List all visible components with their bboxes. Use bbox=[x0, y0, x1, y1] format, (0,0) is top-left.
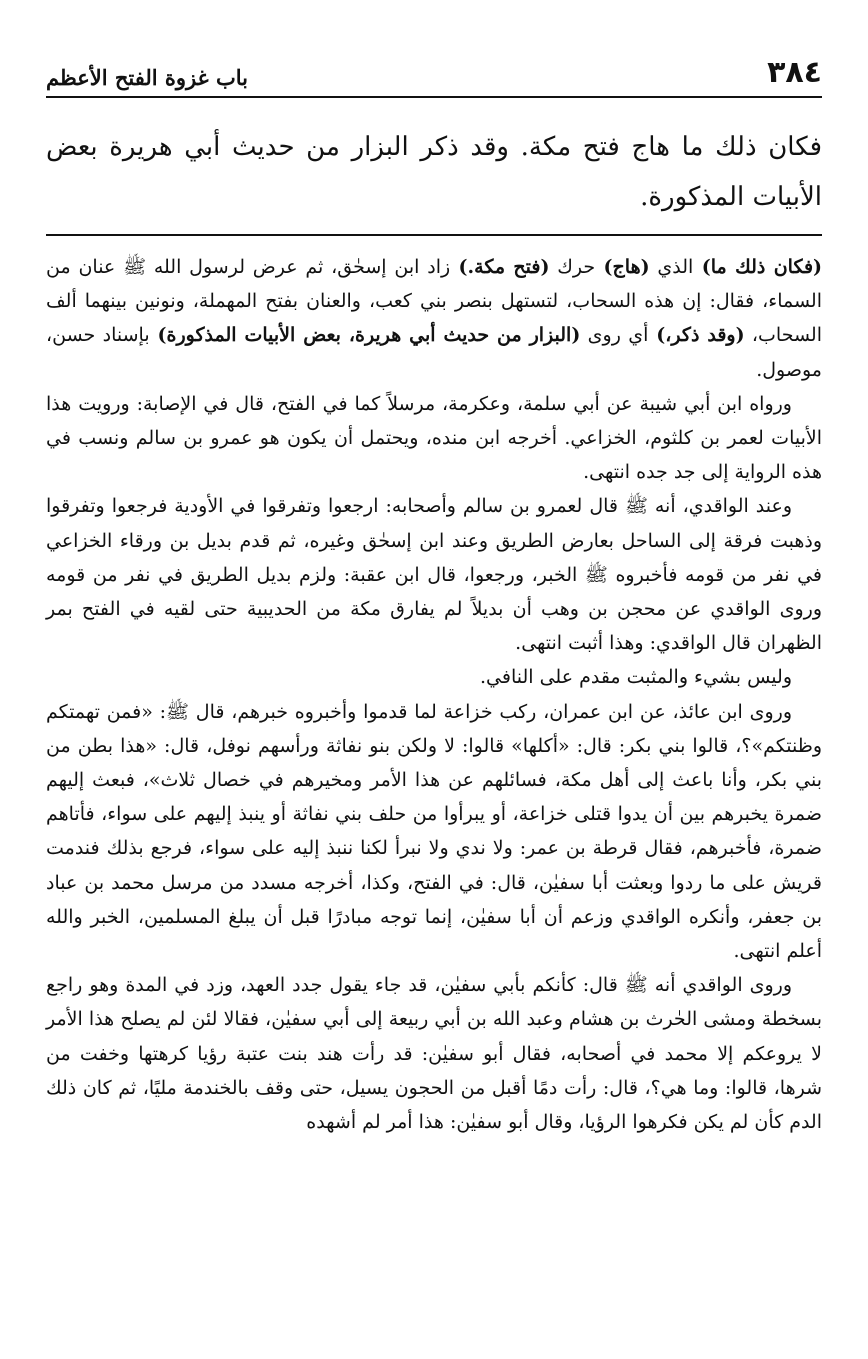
page-number: ٣٨٤ bbox=[767, 55, 822, 90]
commentary-text: زاد ابن إسحٰق، ثم عرض لرسول الله ﷺ عنان من السماء، فقال: إن هذه السحاب، لتستهل بنصر بني كعب، والعنان بفتح المهملة، ونونين بينهما ألف السحاب، bbox=[46, 256, 822, 347]
commentary-text: بإسناد حسن، موصول. bbox=[46, 324, 822, 381]
commentary-paragraph bbox=[46, 695, 822, 969]
commentary-paragraph bbox=[46, 387, 822, 490]
page-header bbox=[46, 44, 822, 88]
matn-separator-rule bbox=[46, 234, 822, 236]
quoted-matn-phrase: (وقد ذكر،) bbox=[648, 324, 745, 347]
header-rule bbox=[46, 96, 822, 98]
running-title: باب غزوة الفتح الأعظم bbox=[46, 65, 248, 90]
quoted-matn-phrase: (البزار من حديث أبي هريرة، بعض الأبيات المذكورة) bbox=[149, 324, 581, 347]
commentary-paragraph bbox=[46, 250, 822, 387]
commentary-text: الذي bbox=[649, 256, 694, 278]
quoted-matn-phrase: (هاج) bbox=[595, 256, 650, 278]
commentary-text: حرك bbox=[549, 256, 596, 278]
commentary-text: وعند الواقدي، أنه ﷺ قال لعمرو بن سالم وأصحابه: ارجعوا وتفرقوا في الأودية فرجعوا وتفرقوا وذهبت فرقة إلى الساحل بعارض الطريق وعند ابن إسحٰق وغيره، ثم قدم بديل بن ورقاء الخزاعي في نفر من قومه فأخبروه ﷺ الخبر، ورجعوا، قال ابن عقبة: ولزم بديل الطريق في نفر من قومه وروى الواقدي عن محجن بن وهب أن بديلاً لم يفارق مكة من الحديبية حتى لقيه في الفتح بمر الظهران قال الواقدي: وهذا أثبت انتهى. bbox=[46, 495, 822, 655]
commentary-paragraph bbox=[46, 968, 822, 1139]
quoted-matn-phrase: (فتح مكة.) bbox=[450, 256, 550, 278]
commentary-text: وليس بشيء والمثبت مقدم على النافي. bbox=[479, 666, 792, 689]
commentary-paragraph bbox=[46, 660, 822, 694]
commentary-text: ورواه ابن أبي شيبة عن أبي سلمة، وعكرمة، مرسلاً كما في الفتح، قال في الإصابة: ورويت هذا الأبيات لعمر بن كلثوم، الخزاعي. أخرجه ابن منده، ويحتمل أن يكون هو عمرو بن سالم ونسب في هذه الرواية إلى جد جده انتهى. bbox=[46, 392, 822, 484]
commentary-text: وروى الواقدي أنه ﷺ قال: كأنكم بأبي سفيٰن، قد جاء يقول جدد العهد، وزد في المدة وهو راجع بسخطة ومشى الحٰرث بن هشام وعبد الله بن أبي ربيعة إلى أبي سفيٰن، فقالا لئن لم يصلح هذا الأمر لا يروعكم إلا محمد في أصحابه، فقال أبو سفيٰن: قد رأت هند بنت عتبة رؤيا كرهتها وخفت من شرها، قالوا: وما هي؟، قال: رأت دمًا أقبل من الحجون يسيل، حتى وقف بالخندمة مليًا، ثم كان ذلك الدم كأن لم يكن فكرهوا الرؤيا، وقال أبو سفيٰن: هذا أمر لم أشهده bbox=[46, 974, 822, 1134]
commentary-text: أي روى bbox=[580, 324, 649, 347]
matn-text: فكان ذلك ما هاج فتح مكة. وقد ذكر البزار من حديث أبي هريرة بعض الأبيات المذكورة. bbox=[46, 132, 822, 212]
quoted-matn-phrase: (فكان ذلك ما) bbox=[693, 256, 823, 278]
commentary-text: وروى ابن عائذ، عن ابن عمران، ركب خزاعة لما قدموا وأخبروه خبرهم، قال ﷺ: «فمن تهمتكم وظنتكم»؟، قالوا بني بكر: قال: «أكلها» قالوا: لا ولكن بنو نفاثة ورأسهم نوفل، قال: «هذا بطن من بني بكر، وأنا باعث إلى أهل مكة، فسائلهم عن هذا الأمر ومخيرهم في خصال ثلاث»، فبعث إليهم ضمرة يخبرهم بين أن يدوا قتلى خزاعة، أو يبرأوا من حلف بني نفاثة أو ينبذ إليهم على سواء، فأتاهم ضمرة، فأخبرهم، فقال قرطة بن عمر: ولا ندي ولا نبرأ لكنا ننبذ إليه على سواء، فرجع بذلك فندمت قريش على ما ردوا وبعثت أبا سفيٰن، قال: في الفتح، وكذا، أخرجه مسدد من مرسل محمد بن عباد بن جعفر، وأنكره الواقدي وزعم أن أبا سفيٰن، إنما توجه مبادرًا قبل أن يبلغ المسلمين، الخبر والله أعلم انتهى. bbox=[46, 700, 822, 963]
commentary-body bbox=[46, 250, 822, 1139]
commentary-paragraph bbox=[46, 489, 822, 660]
